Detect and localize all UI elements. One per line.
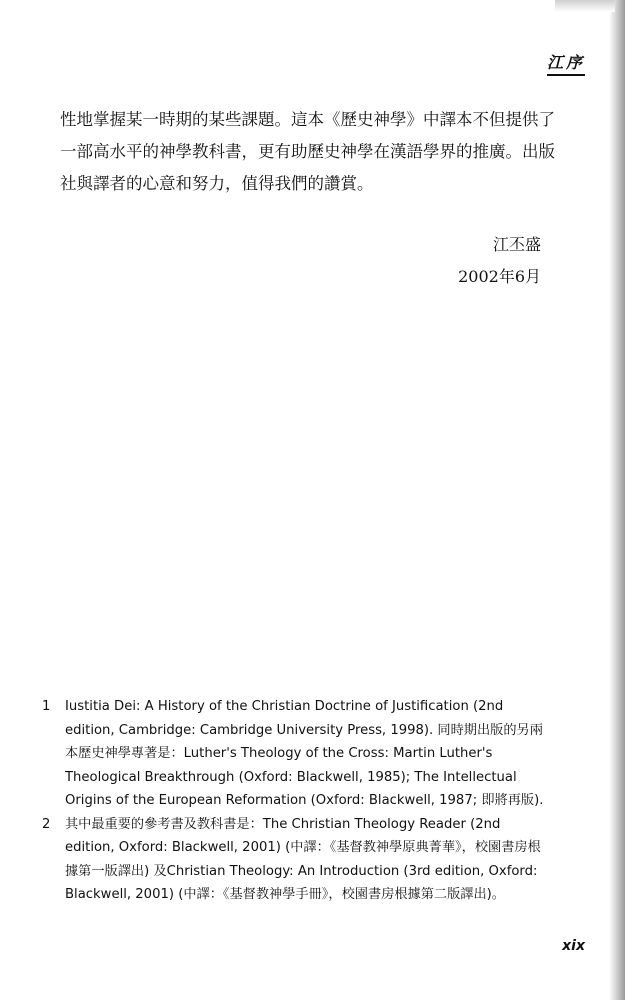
page-number: xix xyxy=(562,938,585,954)
footnotes xyxy=(42,695,552,907)
signature-date: 2002年6月 xyxy=(458,267,541,286)
body-paragraph: 性地掌握某一時期的某些課題。這本《歷史神學》中譯本不但提供了一部高水平的神學教科書，更有助歷史神學在漢語學界的推廣。出版社與譯者的心意和努力，值得我們的讚賞。 xyxy=(60,110,555,193)
footnote-text: Iustitia Dei: A History of the Christian Doctrine of Justification (2nd edition, Cambridge: Cambridge University Press, 1998). 同時期出版的另兩本歷史神學專著是：Luther's Theology of the Cross: Martin Luther's Theological Breakthrough (Oxford: Blackwell, 1985); The Intellectual Origins of the European Reformation (Oxford: Blackwell, 1987; 即將再版). xyxy=(65,699,544,808)
running-head: 江序 xyxy=(547,50,585,76)
footnote-number: 2 xyxy=(42,816,51,832)
footnote-text: 其中最重要的參考書及教科書是：The Christian Theology Reader (2nd edition, Oxford: Blackwell, 2001) (中譯：《基督教神學原典菁華》，校園書房根據第一版譯出) 及Christian Theology: An Introduction (3rd edition, Oxford: Blackwell, 2001) (中譯：《基督教神學手冊》，校園書房根據第二版譯出)。 xyxy=(65,816,541,902)
footnote-2 xyxy=(42,813,552,907)
signature-author: 江丕盛 xyxy=(492,235,541,254)
body-text xyxy=(60,104,560,200)
footnote-1 xyxy=(42,695,552,813)
footnote-number: 1 xyxy=(42,699,51,714)
page-edge-shadow xyxy=(609,0,625,1000)
page-corner-shadow xyxy=(555,0,615,12)
